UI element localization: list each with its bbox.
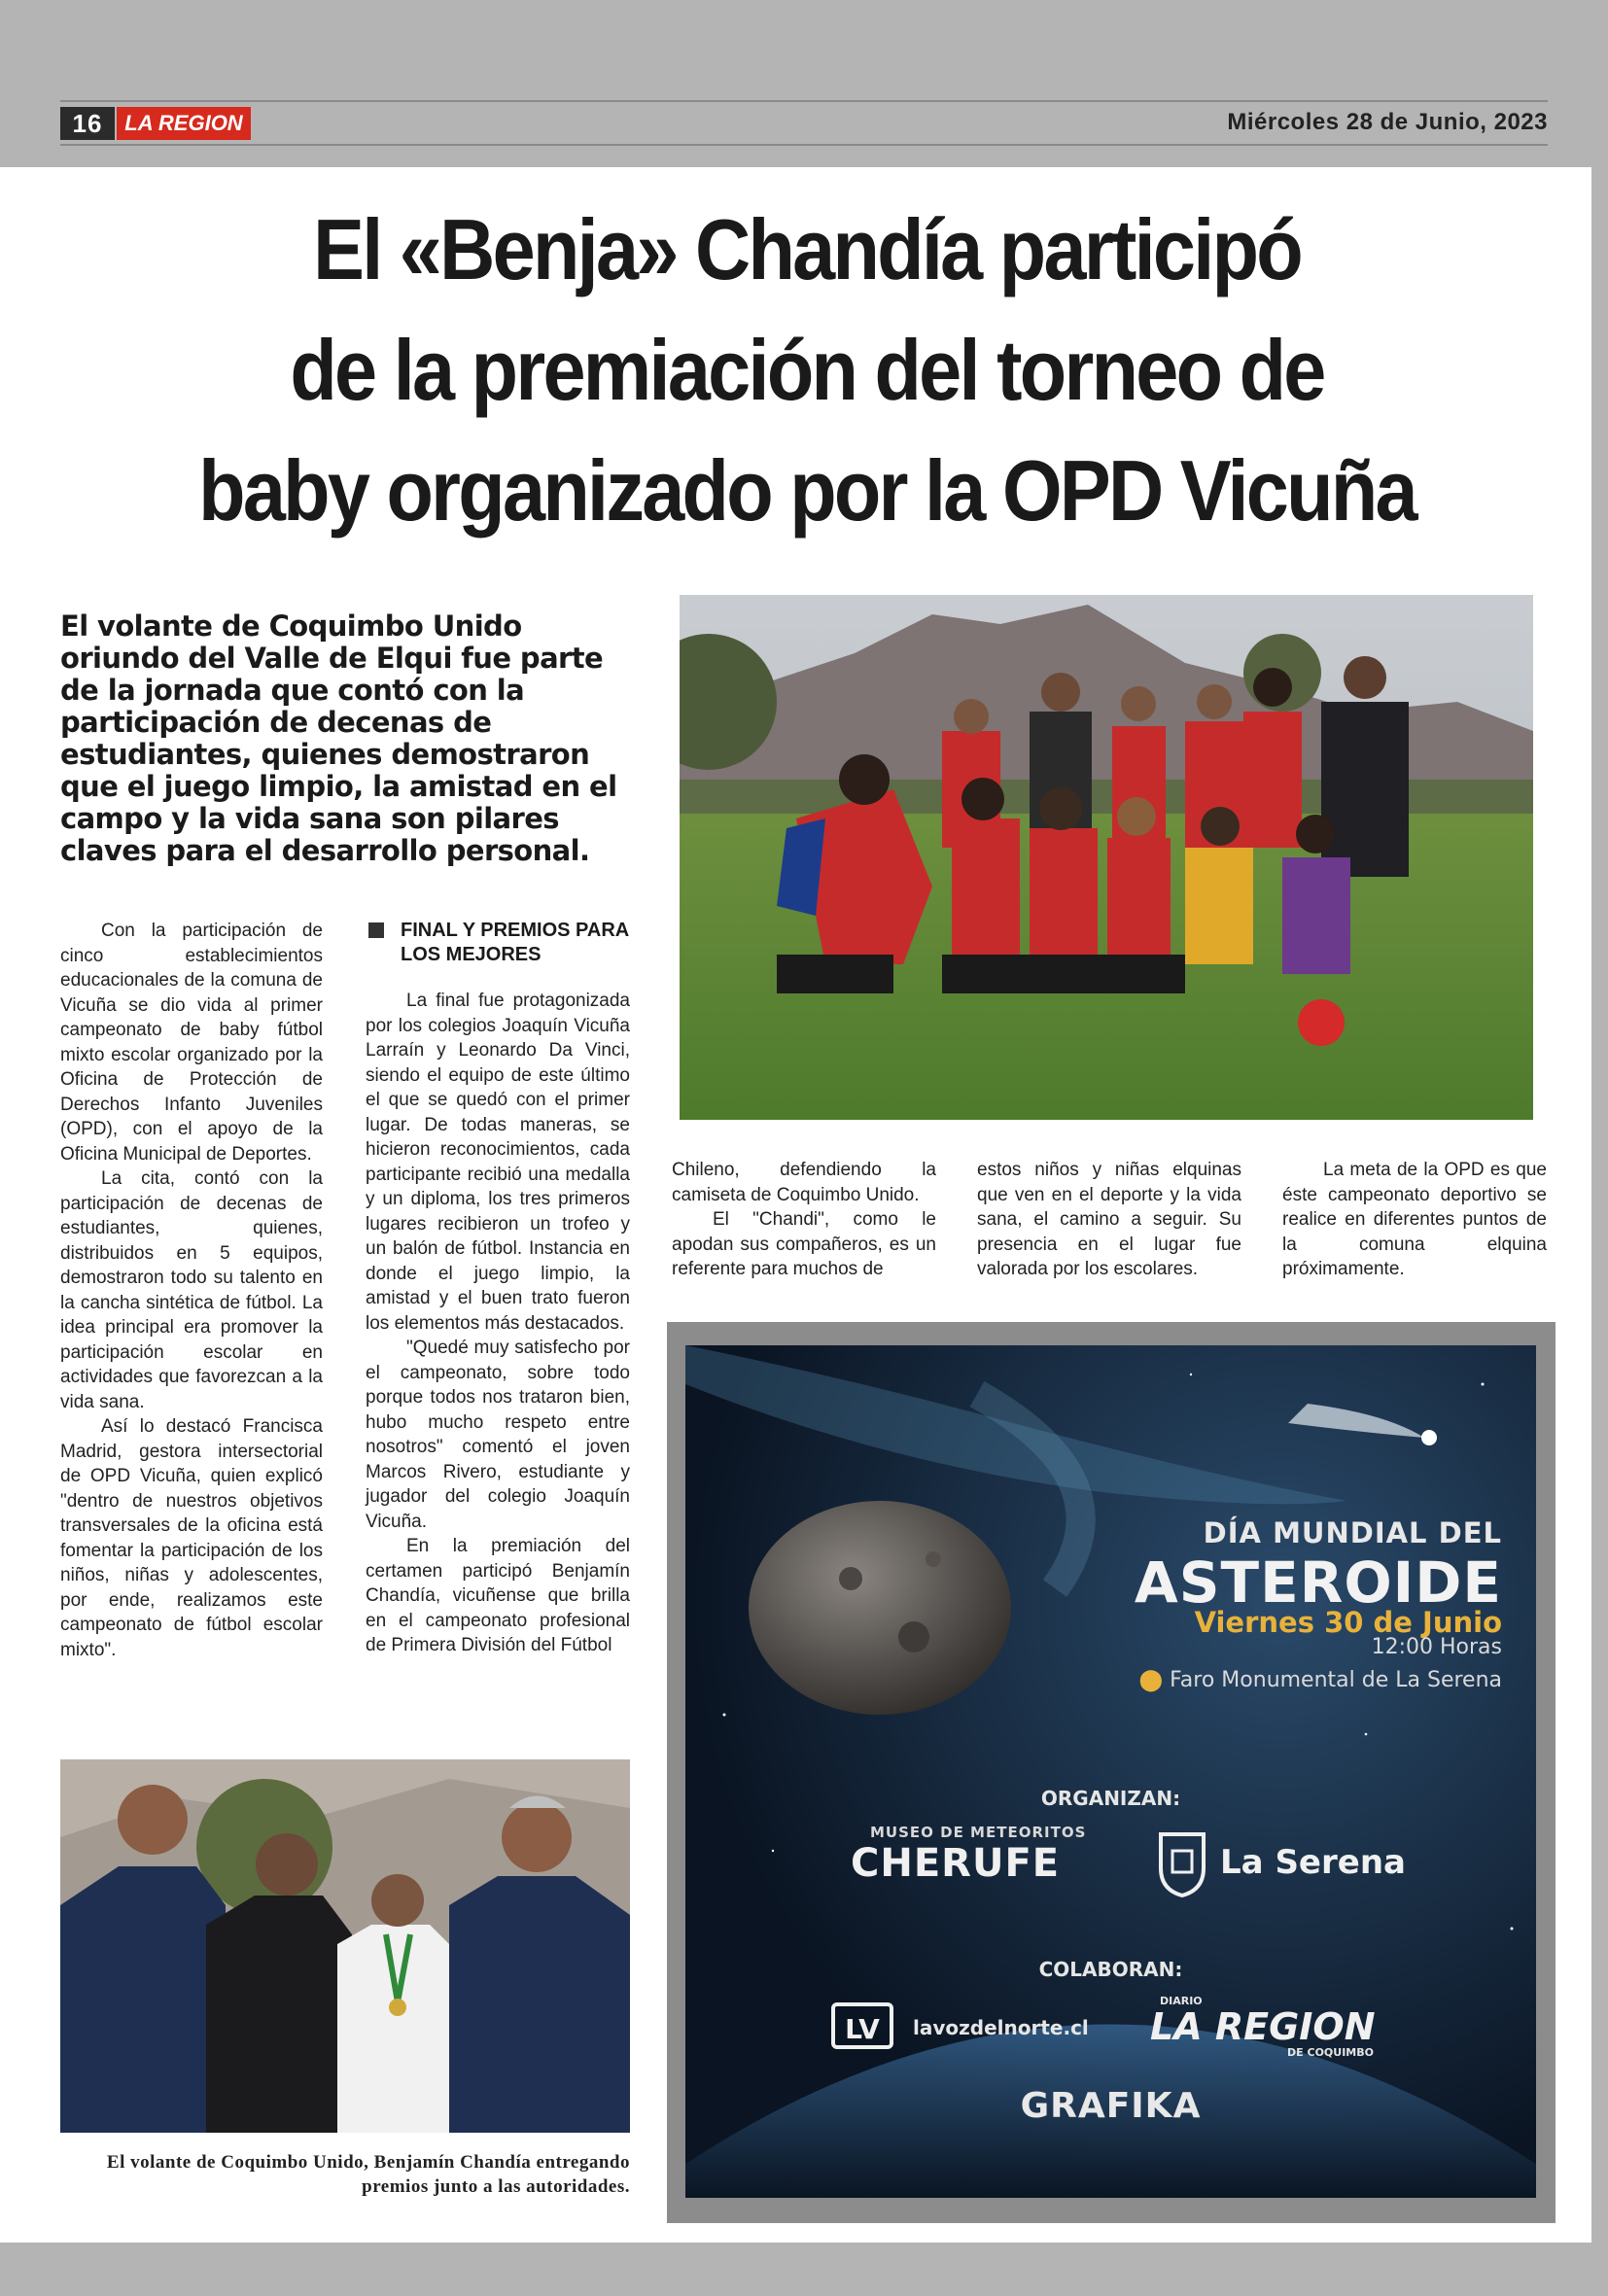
organizan-label: ORGANIZAN: [1040,1787,1181,1810]
headline-line: de la premiación del torneo de [290,322,1324,418]
square-bullet-icon [368,922,384,938]
city-shield-icon [1156,1829,1208,1897]
body-column-2 [366,919,630,1658]
paragraph: estos niños y niñas elquinas que ven en el deporte y la vida sana, el camino a seguir. Su presencia en el lugar fue valorada por los escolares. [977,1160,1241,1279]
ad-title-big: ASTEROIDE [1134,1549,1502,1616]
la-serena-logo [1156,1829,1448,1897]
museo-big-text: CHERUFE [851,1841,1061,1886]
masthead-logo: LA REGION [117,107,251,140]
headline-line: El «Benja» Chandía participó [313,201,1301,297]
lvn-badge-icon: LV [831,2002,893,2049]
body-column-1 [60,919,323,1662]
diario-la-region-logo [1150,1995,1403,2059]
diario-small-text: DIARIO [1160,1995,1203,2007]
paragraph: En la premiación del certamen participó Benjamín Chandía, vicuñense que brilla en el campeonato profesional de Primera División del Fútbol [366,1536,630,1655]
lavozdelnorte-logo [831,1997,1123,2055]
body-column-3 [672,1158,936,1282]
headline-line: baby organizado por la OPD Vicuña [198,442,1416,539]
ad-event-time: 12:00 Horas [1371,1635,1502,1659]
paragraph: La meta de la OPD es que éste campeonato deportivo se realice en diferentes puntos de la comuna elquina próximamente. [1282,1160,1547,1279]
diario-big-text: LA REGION [1150,2005,1376,2048]
ad-event-date: Viernes 30 de Junio [1194,1606,1502,1639]
asteroid-advertisement [685,1345,1536,2198]
header-rule [60,144,1548,146]
museo-cherufe-logo [831,1824,1113,1886]
body-column-4 [977,1158,1241,1282]
column-2-text [366,989,630,1658]
paragraph: Con la participación de cinco establecimientos educacionales de la comuna de Vicuña se dio vida al primer campeonato de baby fútbol mixto escolar organizado por la Oficina de Protección de Derechos Infanto Juveniles (OPD), con el apoyo de la Oficina Municipal de Deportes. [60,921,323,1165]
photo-caption: El volante de Coquimbo Unido, Benjamín Chandía entregando premios junto a las autoridades. [106,2152,630,2197]
team-photo-image [680,595,1533,1120]
paragraph: Así lo destacó Francisca Madrid, gestora intersectorial de OPD Vicuña, quien explicó "dentro de nuestros objetivos transversales de la oficina está fomentar la participación de los niños, niñas y adolescentes, por ende, realizamos este campeonato de fútbol escolar mixto". [60,1416,323,1660]
grafika-logo: GRAFIKA [1020,2086,1202,2126]
paragraph: El "Chandi", como le apodan sus compañeros, es un referente para muchos de [672,1209,936,1279]
ad-event-place [1016,1668,1502,1692]
subhead-text: FINAL Y PREMIOS PARA LOS MEJORES [401,920,629,965]
museo-small-text: MUSEO DE METEORITOS [870,1824,1087,1841]
ad-title-small: DÍA MUNDIAL DEL [1203,1516,1502,1549]
page-number: 16 [60,107,115,140]
colaboran-label: COLABORAN: [1038,1958,1183,1981]
body-column-5 [1282,1158,1547,1282]
section-subhead [366,919,630,967]
diario-sub-text: DE COQUIMBO [1287,2046,1374,2059]
team-photo [680,595,1533,1120]
paragraph: La final fue protagonizada por los colegios Joaquín Vicuña Larraín y Leonardo Da Vinci, siendo el equipo de este último el que se quedó con el primer lugar. De todas maneras, se hicieron reconocimientos, cada participante recibió una medalla y un diploma, los tres primeros lugares recibieron un trofeo y un balón de fútbol. Instancia en donde el juego limpio, la amistad y el buen trato fueron los elementos más destacados. [366,991,630,1334]
lavozdelnorte-text: lavozdelnorte.cl [913,2016,1089,2039]
la-serena-text: La Serena [1220,1843,1406,1882]
paragraph: La cita, contó con la participación de decenas de estudiantes, quienes, distribuidos en 5 equipos, demostraron todo su talento en la cancha sintética de fútbol. La idea principal era promover la participación escolar en actividades que favorezcan a la vida sana. [60,1168,323,1412]
lead-paragraph: El volante de Coquimbo Unido oriundo del Valle de Elqui fue parte de la jornada que contó con la participación de decenas de estudiantes, quienes demostraron que el juego limpio, la amistad en el campo y la vida sana son pilares claves para el desarrollo personal. [60,609,617,867]
location-pin-icon: ⬤ [1138,1668,1171,1692]
paragraph: "Quedé muy satisfecho por el campeonato, sobre todo porque todos nos trataron bien, hubo mucho respeto entre nosotros" comentó el joven Marcos Rivero, estudiante y jugador del colegio Joaquín Vicuña. [366,1338,630,1532]
top-rule [60,100,1548,102]
ad-place-text: Faro Monumental de La Serena [1170,1668,1502,1692]
ad-content [685,1345,1502,2198]
paragraph: Chileno, defendiendo la camiseta de Coquimbo Unido. [672,1160,936,1205]
awards-photo-image [60,1759,630,2133]
headline [168,190,1446,551]
issue-date: Miércoles 28 de Junio, 2023 [1227,109,1548,135]
awards-photo [60,1759,630,2133]
